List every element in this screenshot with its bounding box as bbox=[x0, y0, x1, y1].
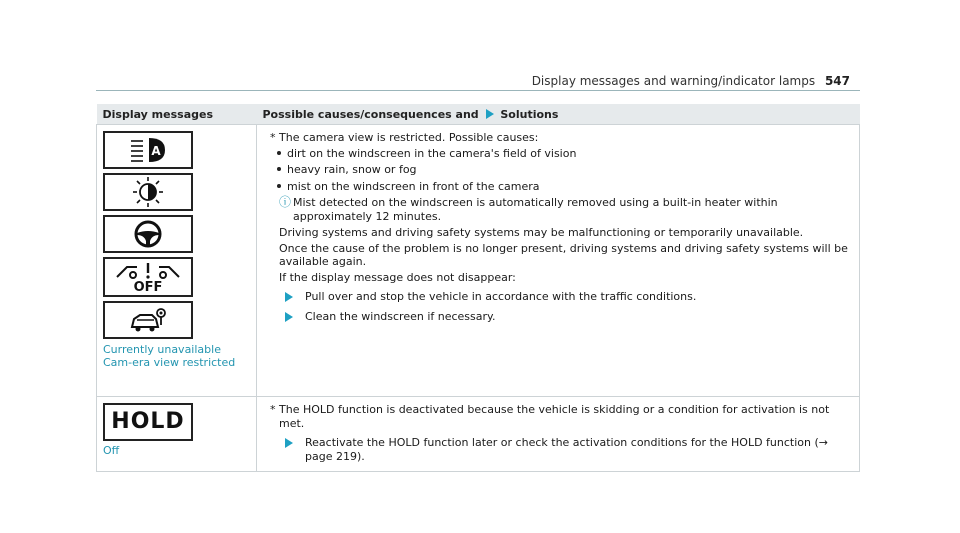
car-sensor-icon bbox=[103, 301, 193, 339]
paragraph: Once the cause of the problem is no longer present, driving systems and driving safety systems will be available again. bbox=[279, 241, 848, 268]
page-number: 547 bbox=[824, 74, 850, 88]
col1-header: Display messages bbox=[97, 104, 257, 125]
solution-cell bbox=[257, 397, 860, 472]
hold-icon-label: HOLD bbox=[111, 409, 185, 435]
solution-cell bbox=[257, 125, 860, 397]
cause-list bbox=[287, 147, 851, 194]
col2-header-suffix: Solutions bbox=[500, 107, 559, 121]
list-item: heavy rain, snow or fog bbox=[287, 163, 851, 177]
lane-assist-off-icon bbox=[103, 257, 193, 297]
note-text: Mist detected on the windscreen is automatically removed using a built-in heater within approximately 12 minutes. bbox=[293, 196, 778, 223]
message-caption: Currently unavailable Cam-era view restricted bbox=[103, 343, 236, 369]
header-rule bbox=[96, 90, 860, 91]
step-text: Pull over and stop the vehicle in accordance with the traffic conditions. bbox=[305, 290, 697, 303]
message-cell bbox=[97, 397, 257, 472]
note bbox=[279, 196, 851, 223]
step bbox=[285, 290, 851, 304]
col2-header bbox=[257, 104, 860, 125]
paragraph: If the display message does not disappear: bbox=[279, 270, 516, 284]
step bbox=[285, 310, 851, 324]
col2-header-prefix: Possible causes/consequences and bbox=[262, 107, 479, 121]
arrow-right-icon bbox=[285, 312, 293, 322]
arrow-right-icon bbox=[285, 438, 293, 448]
page-header bbox=[532, 74, 850, 88]
svg-text:A: A bbox=[151, 144, 161, 158]
message-caption: Off bbox=[103, 444, 120, 457]
list-item: mist on the windscreen in front of the camera bbox=[287, 180, 851, 194]
lane-assist-off-label: OFF bbox=[133, 279, 163, 295]
hold-icon bbox=[103, 403, 193, 441]
arrow-right-icon bbox=[486, 109, 494, 119]
step bbox=[285, 436, 851, 463]
steering-wheel-icon bbox=[103, 215, 193, 253]
cause-text: * The HOLD function is deactivated because the vehicle is skidding or a condition for activation is not met. bbox=[270, 403, 830, 430]
display-messages-table bbox=[96, 104, 860, 472]
table-header-row bbox=[97, 104, 860, 125]
step-text: Clean the windscreen if necessary. bbox=[305, 309, 496, 323]
list-item: dirt on the windscreen in the camera's field of vision bbox=[287, 147, 851, 161]
headlamp-assist-icon bbox=[103, 131, 193, 169]
cause-text: * The camera view is restricted. Possible causes: bbox=[270, 131, 539, 144]
table-row bbox=[97, 397, 860, 472]
brightness-icon bbox=[103, 173, 193, 211]
header-title: Display messages and warning/indicator lamps bbox=[531, 74, 816, 88]
step-text: Reactivate the HOLD function later or check the activation conditions for the HOLD function (→ page 219). bbox=[305, 436, 828, 463]
info-icon: ⓘ bbox=[279, 195, 292, 209]
paragraph: Driving systems and driving safety systems may be malfunctioning or temporarily unavailable. bbox=[279, 226, 804, 239]
arrow-right-icon bbox=[285, 292, 293, 302]
message-cell bbox=[97, 125, 257, 397]
table-row bbox=[97, 125, 860, 397]
